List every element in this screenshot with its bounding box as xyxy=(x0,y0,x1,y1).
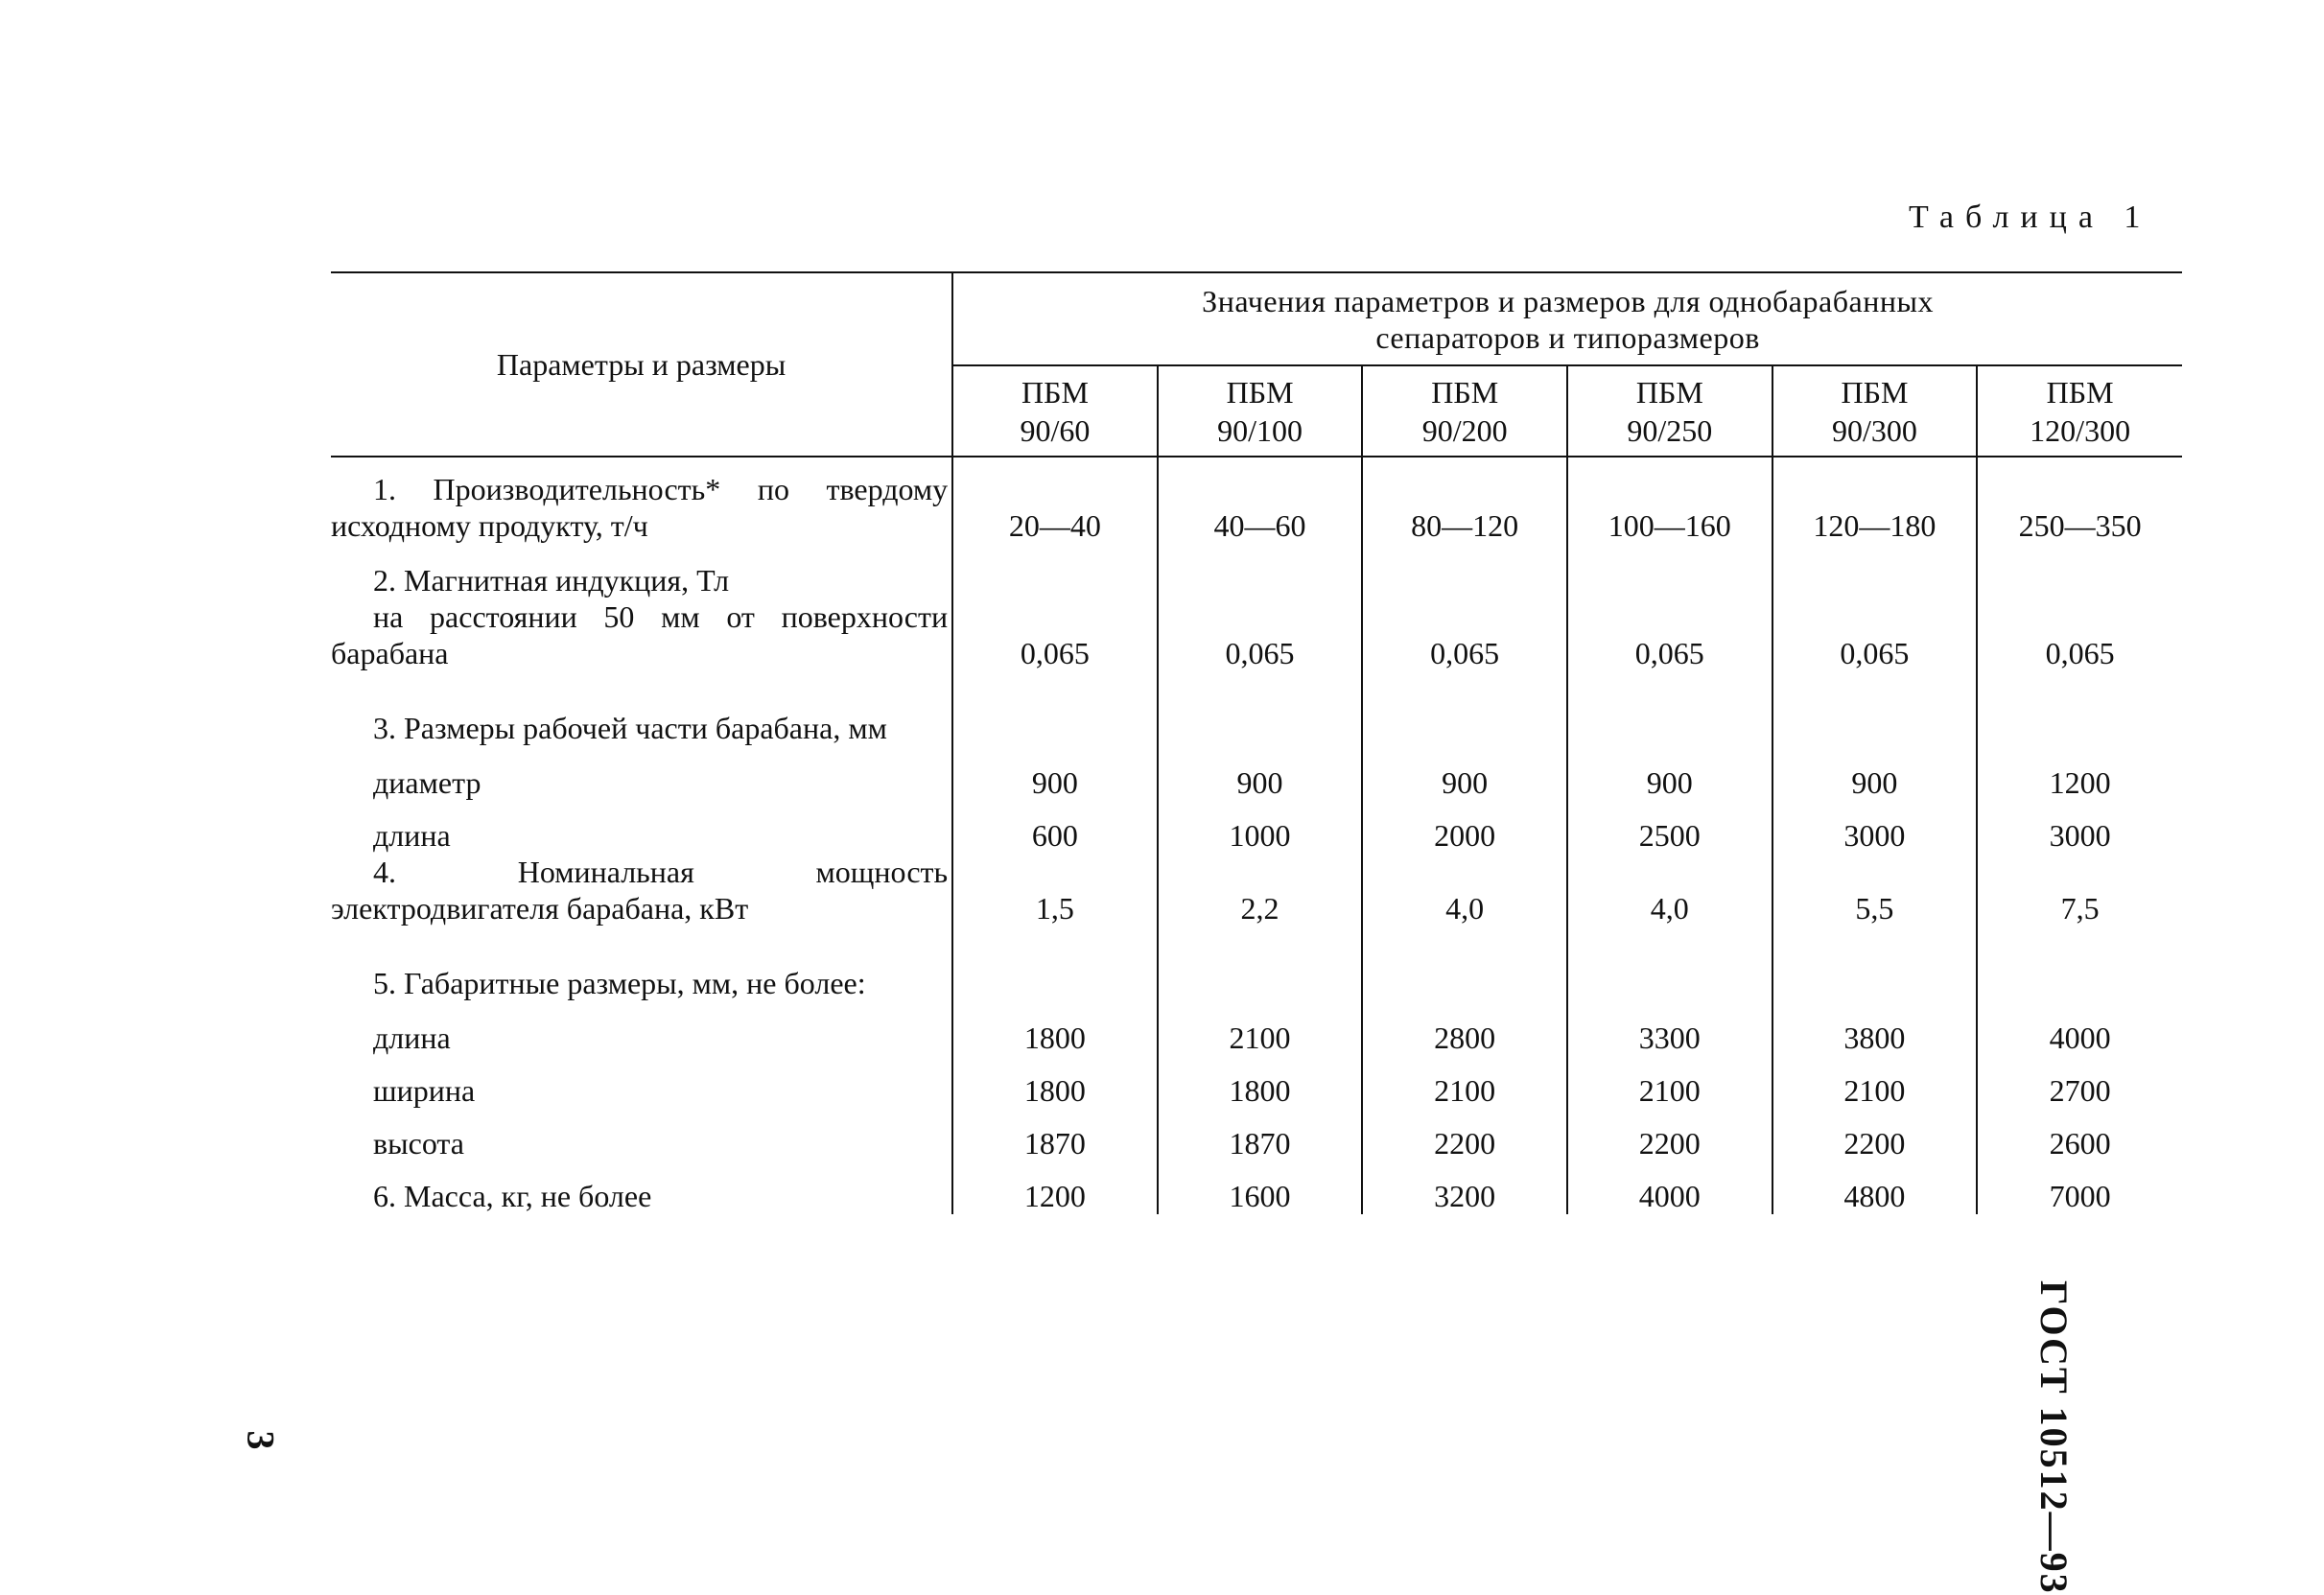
table-row xyxy=(331,598,2182,673)
model-type: ПБМ xyxy=(1635,374,1703,410)
value-cell: 1600 xyxy=(1158,1161,1363,1214)
value-cell: 40—60 xyxy=(1158,457,1363,546)
value-cell: 2700 xyxy=(2049,1073,2111,1108)
value-cell xyxy=(952,928,1158,1003)
value-cell: 20—40 xyxy=(952,457,1158,546)
param-cell: диаметр xyxy=(331,748,952,801)
values-group-header-line1: Значения параметров и размеров для однобарабанных xyxy=(1202,283,1934,318)
param-cell: 3. Размеры рабочей части барабана, мм xyxy=(331,673,952,748)
value-cell: 1800 xyxy=(952,1003,1158,1056)
table-row xyxy=(331,928,2182,1003)
value-cell: 0,065 xyxy=(1567,598,1772,673)
model-header xyxy=(1977,365,2182,457)
value-cell: 2800 xyxy=(1362,1003,1567,1056)
value-cell: 80—120 xyxy=(1362,457,1567,546)
value-cell: 2100 xyxy=(1567,1056,1772,1109)
value-cell: 0,065 xyxy=(1772,598,1978,673)
value-cell: 3300 xyxy=(1567,1003,1772,1056)
model-size: 90/300 xyxy=(1831,412,1917,448)
value-cell: 3000 xyxy=(1772,801,1978,854)
table-row xyxy=(331,748,2182,801)
value-cell xyxy=(1362,928,1567,1003)
table-row xyxy=(331,1109,2182,1161)
value-cell xyxy=(1977,673,2182,748)
value-cell: 2200 xyxy=(1772,1109,1978,1161)
model-header xyxy=(1158,365,1363,457)
value-cell: 7,5 xyxy=(2060,891,2100,926)
value-cell: 2100 xyxy=(1362,1056,1567,1109)
value-cell xyxy=(1567,673,1772,748)
value-cell xyxy=(1158,928,1363,1003)
param-cell: 6. Масса, кг, не более xyxy=(331,1161,952,1214)
table-row xyxy=(331,801,2182,854)
value-cell: 2500 xyxy=(1567,801,1772,854)
value-cell xyxy=(952,546,1158,598)
table-row xyxy=(331,546,2182,598)
table-row xyxy=(331,673,2182,748)
value-cell: 900 xyxy=(1567,748,1772,801)
value-cell: 0,065 xyxy=(1362,598,1567,673)
value-cell xyxy=(1362,673,1567,748)
model-type: ПБМ xyxy=(1021,374,1089,410)
table-header-row xyxy=(331,272,2182,365)
param-cell: 1. Производительность* по твердому исходному продукту, т/ч xyxy=(331,457,952,546)
param-cell: высота xyxy=(331,1109,952,1161)
value-cell: 2100 xyxy=(1772,1056,1978,1109)
value-cell xyxy=(1772,928,1978,1003)
value-cell: 3000 xyxy=(2049,818,2111,853)
parameters-table xyxy=(331,271,2182,1214)
value-cell: 4000 xyxy=(2049,1020,2111,1055)
value-cell: 1,5 xyxy=(952,854,1158,928)
table-caption: Таблица 1 xyxy=(1909,199,2152,235)
value-cell xyxy=(1567,928,1772,1003)
value-cell: 900 xyxy=(1362,748,1567,801)
param-column-header: Параметры и размеры xyxy=(331,272,952,457)
model-size: 120/300 xyxy=(2030,412,2131,448)
value-cell: 1870 xyxy=(952,1109,1158,1161)
value-cell: 900 xyxy=(952,748,1158,801)
value-cell: 1200 xyxy=(2049,765,2111,800)
value-cell xyxy=(1158,673,1363,748)
value-cell: 1800 xyxy=(1158,1056,1363,1109)
value-cell: 900 xyxy=(1158,748,1363,801)
param-cell: длина xyxy=(331,801,952,854)
value-cell: 4800 xyxy=(1772,1161,1978,1214)
value-cell: 3800 xyxy=(1772,1003,1978,1056)
value-cell: 100—160 xyxy=(1567,457,1772,546)
value-cell: 2200 xyxy=(1362,1109,1567,1161)
value-cell: 120—180 xyxy=(1772,457,1978,546)
value-cell: 0,065 xyxy=(1158,598,1363,673)
values-group-header-line2: сепараторов и типоразмеров xyxy=(1375,319,1760,355)
table-row xyxy=(331,1003,2182,1056)
model-size: 90/250 xyxy=(1627,412,1713,448)
values-group-header xyxy=(952,272,2182,365)
value-cell xyxy=(1977,928,2182,1003)
model-header xyxy=(1772,365,1978,457)
table-row xyxy=(331,854,2182,928)
value-cell: 4,0 xyxy=(1567,854,1772,928)
param-cell: 2. Магнитная индукция, Тл xyxy=(331,546,952,598)
model-type: ПБМ xyxy=(2046,374,2114,410)
value-cell xyxy=(952,673,1158,748)
value-cell: 900 xyxy=(1772,748,1978,801)
value-cell: 1800 xyxy=(952,1056,1158,1109)
model-type: ПБМ xyxy=(1841,374,1909,410)
value-cell: 1200 xyxy=(952,1161,1158,1214)
value-cell: 4000 xyxy=(1567,1161,1772,1214)
model-type: ПБМ xyxy=(1226,374,1294,410)
value-cell: 3200 xyxy=(1362,1161,1567,1214)
parameters-table-container xyxy=(331,271,2182,1214)
value-cell: 4,0 xyxy=(1362,854,1567,928)
value-cell xyxy=(1158,546,1363,598)
value-cell: 2200 xyxy=(1567,1109,1772,1161)
value-cell: 1870 xyxy=(1158,1109,1363,1161)
param-cell: 5. Габаритные размеры, мм, не более: xyxy=(331,928,952,1003)
page-number: 3 xyxy=(239,1430,283,1450)
value-cell: 250—350 xyxy=(2018,508,2142,543)
value-cell xyxy=(1362,546,1567,598)
value-cell: 1000 xyxy=(1158,801,1363,854)
value-cell: 0,065 xyxy=(952,598,1158,673)
value-cell: 0,065 xyxy=(2045,636,2115,670)
value-cell: 7000 xyxy=(2049,1179,2111,1213)
model-size: 90/200 xyxy=(1421,412,1508,448)
value-cell: 2,2 xyxy=(1158,854,1363,928)
table-row xyxy=(331,1161,2182,1214)
param-cell: длина xyxy=(331,1003,952,1056)
param-cell: 4. Номинальная мощность электродвигателя барабана, кВт xyxy=(331,854,952,928)
value-cell: 2000 xyxy=(1362,801,1567,854)
model-header xyxy=(952,365,1158,457)
model-header xyxy=(1362,365,1567,457)
value-cell: 5,5 xyxy=(1772,854,1978,928)
value-cell: 600 xyxy=(952,801,1158,854)
param-cell: на расстоянии 50 мм от поверхности барабана xyxy=(331,598,952,673)
value-cell xyxy=(1567,546,1772,598)
table-row xyxy=(331,457,2182,546)
value-cell xyxy=(1772,673,1978,748)
value-cell: 2600 xyxy=(2049,1126,2111,1161)
value-cell: 2100 xyxy=(1158,1003,1363,1056)
value-cell xyxy=(1977,546,2182,598)
standard-code: ГОСТ 10512—93 xyxy=(2032,1280,2076,1595)
value-cell xyxy=(1772,546,1978,598)
model-size: 90/60 xyxy=(1020,412,1091,448)
model-type: ПБМ xyxy=(1431,374,1499,410)
model-header xyxy=(1567,365,1772,457)
table-row xyxy=(331,1056,2182,1109)
model-size: 90/100 xyxy=(1217,412,1303,448)
param-cell: ширина xyxy=(331,1056,952,1109)
